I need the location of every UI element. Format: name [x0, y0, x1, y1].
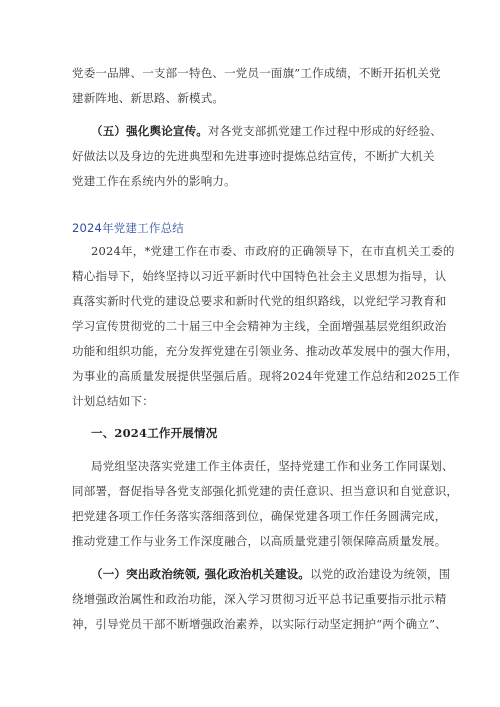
section-five-lead: （五）强化舆论宣传。 — [91, 124, 208, 138]
para-2024-line-2: 精心指导下，始终坚持以习近平新时代中国特色社会主义思想为指导，认 — [72, 269, 447, 283]
heading-1: 一、2024工作开展情况 — [91, 426, 218, 440]
section-five-line-2: 好做法以及身边的先进典型和先进事迹时提炼总结宣传，不断扩大机关 — [72, 149, 435, 163]
section-five-line-1-text: 对各党支部抓党建工作过程中形成的好经验、 — [208, 124, 442, 138]
para-2024-line-7: 计划总结如下： — [72, 394, 154, 408]
section-title-2024: 2024年党建工作总结 — [72, 221, 184, 235]
section-five-line-3: 党建工作在系统内外的影响力。 — [72, 174, 236, 188]
para-bureau-line-3: 把党建各项工作任务落实落细落到位，确保党建各项工作任务圆满完成， — [72, 509, 447, 523]
section-one-line-1 — [91, 567, 450, 581]
intro-line-1: 党委一品牌、一支部一特色、一党员一面旗”工作成绩，不断开拓机关党 — [72, 66, 441, 80]
para-2024-line-4: 学习宣传贯彻党的二十届三中全会精神为主线，全面增强基层党组织政治 — [72, 319, 447, 333]
para-bureau-line-2: 同部署，督促指导各党支部强化抓党建的责任意识、担当意识和自觉意识， — [72, 484, 459, 498]
para-2024-line-5: 功能和组织功能，充分发挥党建在引领业务、推动改革发展中的强大作用， — [72, 344, 459, 358]
section-one-lead: （一）突出政治统领, 强化政治机关建设。 — [91, 567, 311, 581]
section-one-line-3: 神，引导党员干部不断增强政治素养，以实际行动坚定拥护“两个确立”、 — [72, 617, 447, 631]
para-2024-line-3: 真落实新时代党的建设总要求和新时代党的组织路线，以党纪学习教育和 — [72, 294, 447, 308]
section-five-line-1 — [91, 124, 442, 138]
para-2024-line-1: 2024年，*党建工作在市委、市政府的正确领导下，在市直机关工委的 — [91, 244, 455, 258]
para-bureau-line-4: 推动党建工作与业务工作深度融合，以高质量党建引领保障高质量发展。 — [72, 534, 447, 548]
section-one-line-2: 绕增强政治属性和政治功能，深入学习贯彻习近平总书记重要指示批示精 — [72, 592, 447, 606]
section-one-line-1-text: 以党的政治建设为统领，围 — [310, 567, 451, 581]
intro-line-2: 建新阵地、新思路、新模式。 — [72, 91, 225, 105]
para-2024-line-6: 为事业的高质量发展提供坚强后盾。现将2024年党建工作总结和2025工作 — [72, 369, 460, 383]
para-bureau-line-1: 局党组坚决落实党建工作主体责任，坚持党建工作和业务工作同谋划、 — [91, 459, 454, 473]
